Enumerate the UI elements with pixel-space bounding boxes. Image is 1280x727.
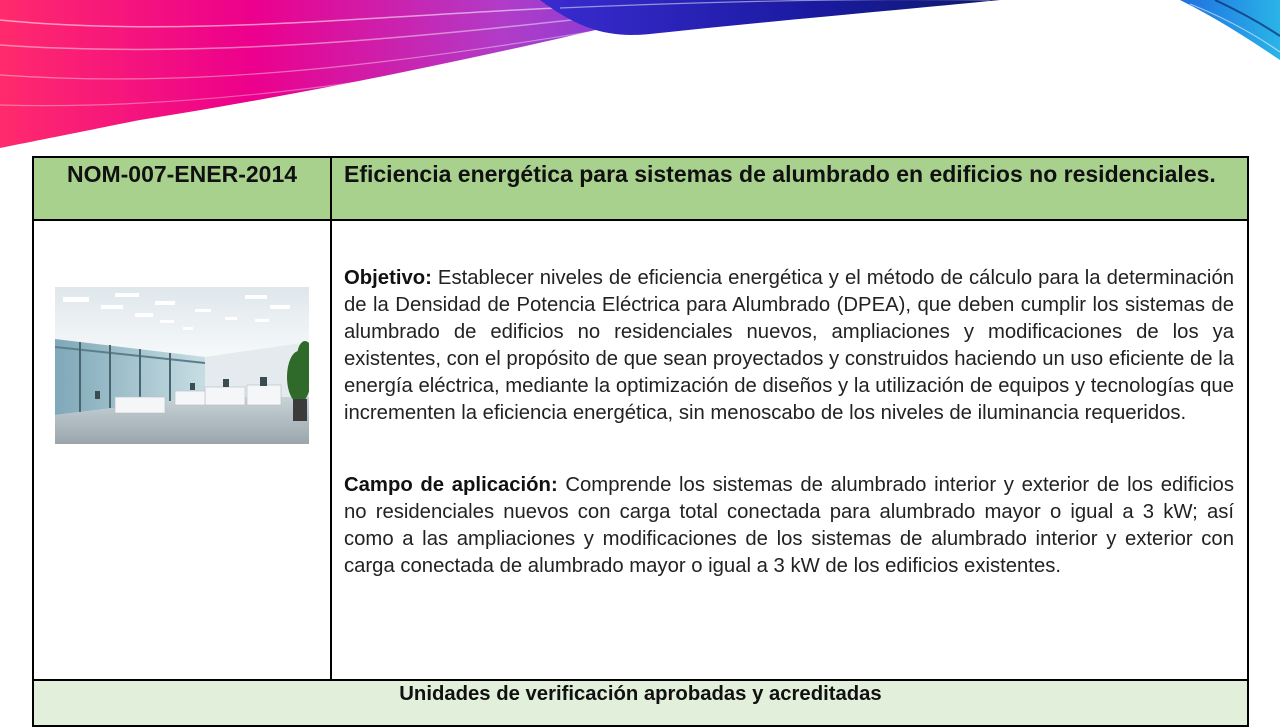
objective-text: Establecer niveles de eficiencia energética y el método de cálculo para la determinación de la Densidad de Potencia Eléctrica para Alumbrado (DPEA), que deben cumplir los sistemas de alumbrado de edificios no residenciales nuevos, ampliaciones y modificaciones de los ya existentes, con el propósito de que sean proyectados y construidos haciendo un uso eficiente de la energía eléctrica, mediante la optimización de diseños y la utilización de equipos y tecnologías que incrementen la eficiencia energética, sin menoscabo de los niveles de iluminancia requeridos. (344, 267, 1234, 424)
objective-label: Objetivo: (344, 267, 432, 289)
table-body-row (33, 220, 1248, 680)
office-interior-photo (55, 287, 309, 444)
footer-text: Unidades de verificación aprobadas y acreditadas (33, 680, 1248, 726)
scope-label: Campo de aplicación: (344, 474, 558, 496)
scope-paragraph (344, 472, 1234, 580)
scope-text: Comprende los sistemas de alumbrado interior y exterior de los edificios no residenciales nuevos con carga total conectada para alumbrado mayor o igual a 3 kW; así como a las ampliaciones y modificaciones de los sistemas de alumbrado interior y exterior con carga conectada de alumbrado mayor o igual a 3 kW de los edificios existentes. (344, 474, 1234, 577)
decorative-swoosh-banner (0, 0, 1280, 150)
objective-paragraph (344, 265, 1234, 427)
image-cell (33, 220, 331, 680)
description-cell (331, 220, 1248, 680)
norm-title: Eficiencia energética para sistemas de alumbrado en edificios no residenciales. (331, 157, 1248, 220)
table-footer-row (33, 680, 1248, 726)
norm-code: NOM-007-ENER-2014 (33, 157, 331, 220)
table-header-row (33, 157, 1248, 220)
nom-info-table (32, 156, 1249, 727)
